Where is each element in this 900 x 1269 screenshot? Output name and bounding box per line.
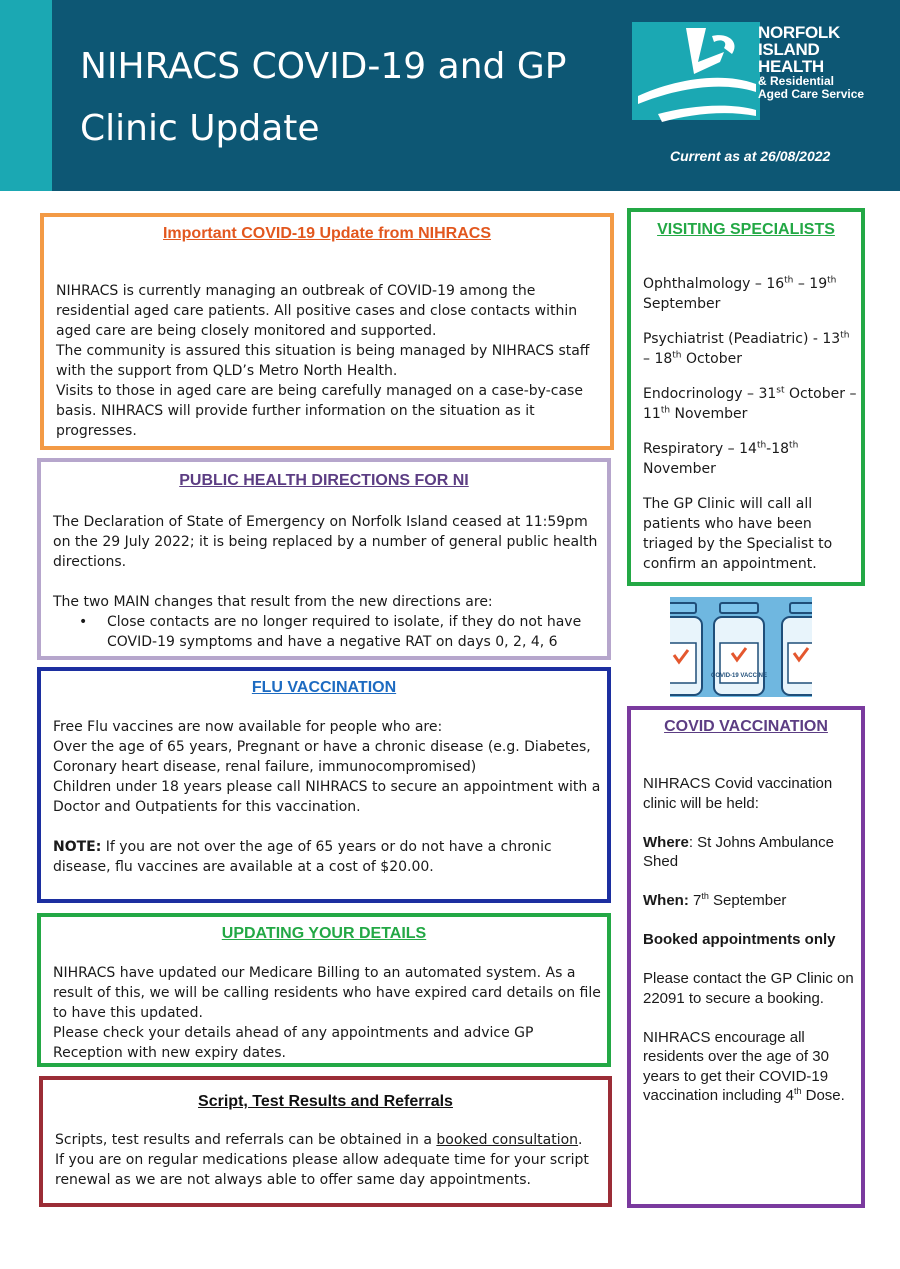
logo-line-4: & Residential	[758, 74, 835, 88]
specialist-text: October	[681, 351, 742, 367]
covid-vaccination-body	[643, 774, 859, 1125]
ordinal-suffix: th	[784, 275, 794, 286]
public-health-body	[53, 512, 603, 652]
flu-vaccination-title: FLU VACCINATION	[251, 679, 397, 696]
specialist-text: September	[643, 296, 721, 312]
updating-details-title: UPDATING YOUR DETAILS	[221, 925, 427, 942]
public-health-title: PUBLIC HEALTH DIRECTIONS FOR NI	[179, 472, 469, 489]
when-text: September	[708, 892, 787, 909]
ordinal-suffix: th	[701, 891, 709, 901]
covid-vaccination-box	[627, 706, 865, 1208]
ordinal-suffix: th	[840, 330, 850, 341]
flu-note-text: If you are not over the age of 65 years or do not have a chronic disease, flu vaccines are available at a cost of $20.00.	[53, 839, 552, 875]
when-label: When:	[643, 892, 689, 909]
updating-details-body	[53, 963, 603, 1063]
scripts-line-2: If you are on regular medications please allow adequate time for your script renewal as we are not always able to offer same day appointments.	[55, 1152, 589, 1188]
header-accent-stripe	[0, 0, 52, 191]
specialist-text: – 18	[643, 351, 673, 367]
scripts-title: Script, Test Results and Referrals	[198, 1093, 453, 1110]
list-item: • Close contacts are no longer required to isolate, if they do not have COVID-19 symptoms and have a negative RAT on days 0, 2, 4, 6	[95, 612, 603, 652]
scripts-line-1-text: Scripts, test results and referrals can be obtained in a	[55, 1132, 437, 1148]
page-title	[80, 36, 620, 160]
scripts-line-1-end: .	[578, 1132, 583, 1148]
public-health-box	[37, 458, 611, 660]
spacer	[53, 817, 603, 837]
specialist-item	[643, 329, 857, 369]
spacer	[53, 572, 603, 592]
flu-vaccination-body	[53, 717, 603, 877]
covid-update-title: Important COVID-19 Update from NIHRACS	[162, 225, 492, 242]
logo-line-3: HEALTH	[758, 57, 824, 76]
logo-line-1: NORFOLK	[758, 23, 840, 42]
specialist-text: November	[643, 461, 716, 477]
encourage-text: Dose.	[801, 1087, 845, 1104]
covid-update-paragraph: Visits to those in aged care are being carefully managed on a case-by-case basis. NIHRACS will provide further information on the situation as it progresses.	[56, 383, 583, 439]
covid-vax-where	[643, 833, 859, 872]
covid-update-body	[56, 281, 604, 441]
specialist-text: Psychiatrist (Peadiatric) - 13	[643, 331, 841, 347]
visiting-specialists-title: VISITING SPECIALISTS	[657, 221, 835, 238]
logo-wordmark	[758, 24, 864, 101]
covid-vax-encourage	[643, 1028, 859, 1106]
flu-line: Over the age of 65 years, Pregnant or have a chronic disease (e.g. Diabetes, Coronary heart disease, renal failure, immunocompromised)	[53, 739, 591, 775]
covid-vaccination-title: COVID VACCINATION	[664, 718, 828, 735]
specialist-text: October – 11	[643, 386, 857, 422]
ordinal-suffix: st	[776, 385, 785, 396]
logo-line-5: Aged Care Service	[758, 87, 865, 101]
public-health-paragraph: The two MAIN changes that result from the new directions are:	[53, 594, 493, 610]
specialist-text: -18	[766, 441, 790, 457]
flu-note	[53, 837, 603, 877]
ordinal-suffix: th	[793, 1086, 802, 1096]
specialist-text: Respiratory – 14	[643, 441, 757, 457]
updating-paragraph: Please check your details ahead of any appointments and advice GP Reception with new expiry dates.	[53, 1025, 534, 1061]
vaccine-vial-icon	[782, 603, 812, 695]
covid-update-paragraph: NIHRACS is currently managing an outbreak of COVID-19 among the residential aged care patients. All positive cases and close contacts within aged care are being closely monitored and supported.	[56, 283, 578, 339]
covid-vax-when	[643, 891, 859, 911]
ordinal-suffix: th	[789, 440, 799, 451]
specialist-text: – 19	[793, 276, 828, 292]
visiting-specialists-box	[627, 208, 865, 586]
visiting-specialists-body	[643, 274, 857, 574]
covid-update-box	[40, 213, 614, 450]
specialist-item	[643, 384, 857, 424]
specialist-text: November	[670, 406, 748, 422]
specialist-item	[643, 439, 857, 479]
vaccine-label: COVID-19 VACCINE	[711, 673, 767, 679]
vaccine-vial-icon	[714, 603, 764, 695]
ordinal-suffix: th	[672, 350, 682, 361]
logo-line-2: ISLAND	[758, 40, 820, 59]
scripts-box	[39, 1076, 612, 1207]
specialist-item	[643, 274, 857, 314]
vaccine-vial-icon	[670, 603, 702, 695]
flu-line: Free Flu vaccines are now available for people who are:	[53, 719, 443, 735]
covid-update-paragraph: The community is assured this situation is being managed by NIHRACS staff with the support from QLD’s Metro North Health.	[56, 343, 590, 379]
flu-note-label: NOTE:	[53, 839, 102, 855]
scripts-line-1	[55, 1130, 603, 1150]
updating-paragraph: NIHRACS have updated our Medicare Billing to an automated system. As a result of this, we will be calling residents who have expired card details on file to have this updated.	[53, 965, 601, 1021]
current-date: Current as at 26/08/2022	[670, 148, 831, 164]
ordinal-suffix: th	[756, 440, 767, 451]
covid-vax-contact: Please contact the GP Clinic on 22091 to secure a booking.	[643, 970, 854, 1007]
public-health-bullets	[95, 612, 603, 652]
specialist-text: Endocrinology – 31	[643, 386, 777, 402]
specialists-closing: The GP Clinic will call all patients who have been triaged by the Specialist to confirm an appointment.	[643, 496, 833, 572]
header-banner	[0, 0, 900, 191]
flu-line: Children under 18 years please call NIHRACS to secure an appointment with a Doctor and Outpatients for this vaccination.	[53, 779, 601, 815]
covid-vaccine-vials-image	[670, 597, 812, 697]
ordinal-suffix: th	[827, 275, 837, 286]
covid-vax-booked: Booked appointments only	[643, 931, 836, 948]
where-text: : St Johns Ambulance Shed	[643, 833, 834, 870]
page-title-line2: Clinic Update	[80, 108, 320, 149]
page-title-line1: NIHRACS COVID-19 and GP	[80, 46, 567, 87]
scripts-body	[55, 1130, 603, 1190]
updating-details-box	[37, 913, 611, 1067]
where-label: Where	[643, 833, 689, 851]
booked-consultation-link[interactable]: booked consultation	[436, 1132, 579, 1148]
public-health-paragraph: The Declaration of State of Emergency on Norfolk Island ceased at 11:59pm on the 29 July 2022; it is being replaced by a number of general public health directions.	[53, 514, 598, 570]
covid-vax-intro: NIHRACS Covid vaccination clinic will be held:	[643, 775, 833, 812]
when-text: 7	[688, 892, 702, 909]
encourage-text: NIHRACS encourage all residents over the age of 30 years to get their COVID-19 vaccination including 4	[643, 1028, 829, 1104]
ordinal-suffix: th	[660, 405, 671, 416]
specialist-text: Ophthalmology – 16	[643, 276, 785, 292]
flu-vaccination-box	[37, 667, 611, 903]
